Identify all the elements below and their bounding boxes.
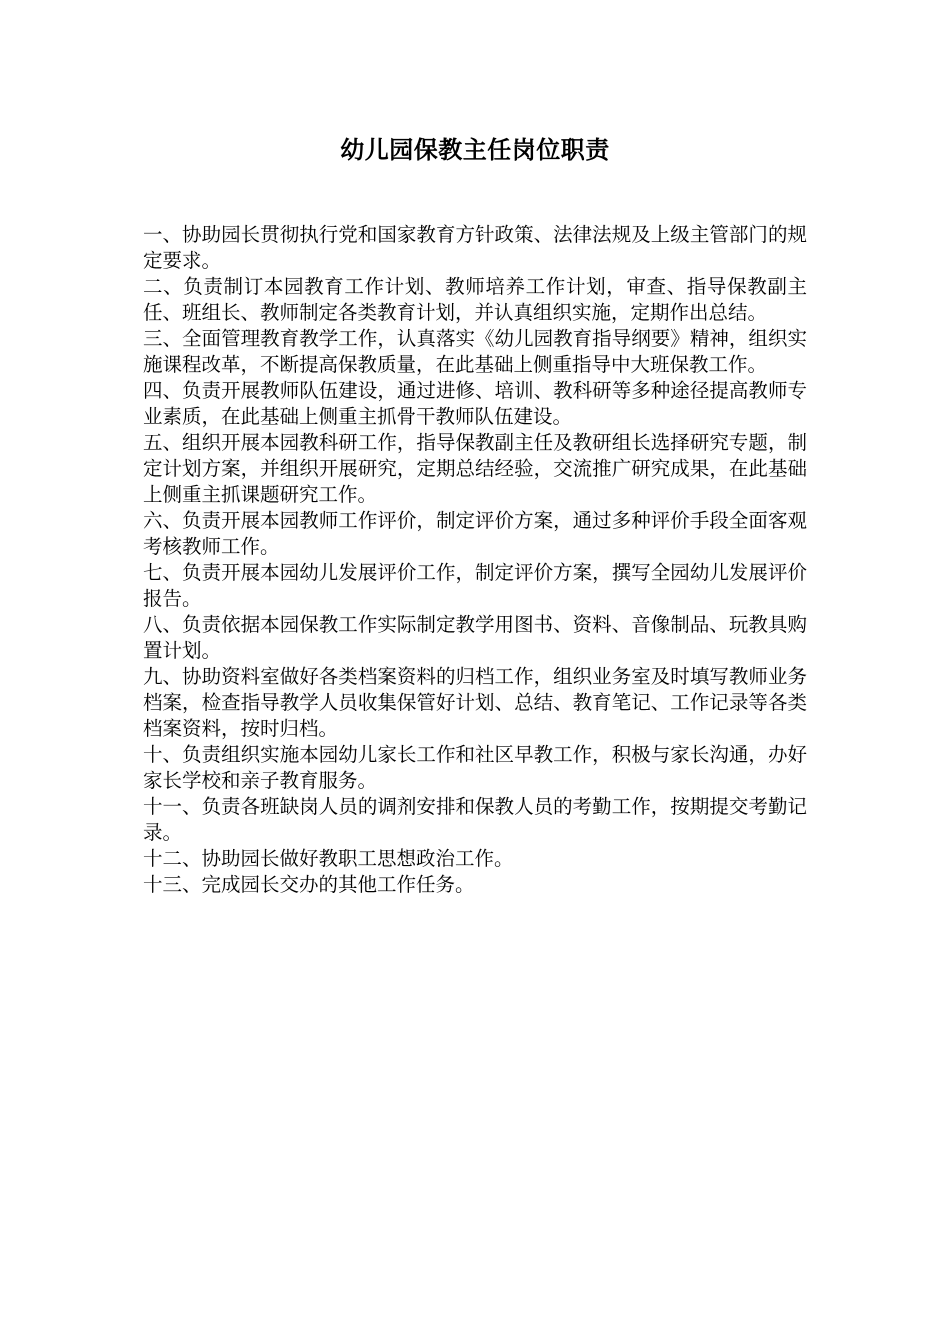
- duty-item-12: 十二、协助园长做好教职工思想政治工作。: [143, 847, 514, 870]
- duty-item-6: 六、负责开展本园教师工作评价，制定评价方案，通过多种评价手段全面客观考核教师工作。: [143, 509, 807, 558]
- duty-item-9: 九、协助资料室做好各类档案资料的归档工作，组织业务室及时填写教师业务档案，检查指导教学人员收集保管好计划、总结、教育笔记、工作记录等各类档案资料，按时归档。: [143, 665, 807, 740]
- duty-item-1: 一、协助园长贯彻执行党和国家教育方针政策、法律法规及上级主管部门的规定要求。: [143, 223, 807, 272]
- duty-list: [143, 222, 807, 898]
- duty-item-2: 二、负责制订本园教育工作计划、教师培养工作计划，审查、指导保教副主任、班组长、教师制定各类教育计划，并认真组织实施，定期作出总结。: [143, 275, 807, 324]
- duty-item-4: 四、负责开展教师队伍建设，通过进修、培训、教科研等多种途径提高教师专业素质，在此基础上侧重主抓骨干教师队伍建设。: [143, 379, 807, 428]
- document-title: 幼儿园保教主任岗位职责: [340, 135, 610, 164]
- duty-item-11: 十一、负责各班缺岗人员的调剂安排和保教人员的考勤工作，按期提交考勤记录。: [143, 795, 807, 844]
- duty-item-3: 三、全面管理教育教学工作，认真落实《幼儿园教育指导纲要》精神，组织实施课程改革，不断提高保教质量，在此基础上侧重指导中大班保教工作。: [143, 327, 807, 376]
- duty-item-13: 十三、完成园长交办的其他工作任务。: [143, 873, 475, 896]
- duty-item-8: 八、负责依据本园保教工作实际制定教学用图书、资料、音像制品、玩教具购置计划。: [143, 613, 807, 662]
- duty-item-7: 七、负责开展本园幼儿发展评价工作，制定评价方案，撰写全园幼儿发展评价报告。: [143, 561, 807, 610]
- duty-item-10: 十、负责组织实施本园幼儿家长工作和社区早教工作，积极与家长沟通，办好家长学校和亲子教育服务。: [143, 743, 807, 792]
- duty-item-5: 五、组织开展本园教科研工作，指导保教副主任及教研组长选择研究专题，制定计划方案，并组织开展研究，定期总结经验，交流推广研究成果，在此基础上侧重主抓课题研究工作。: [143, 431, 807, 506]
